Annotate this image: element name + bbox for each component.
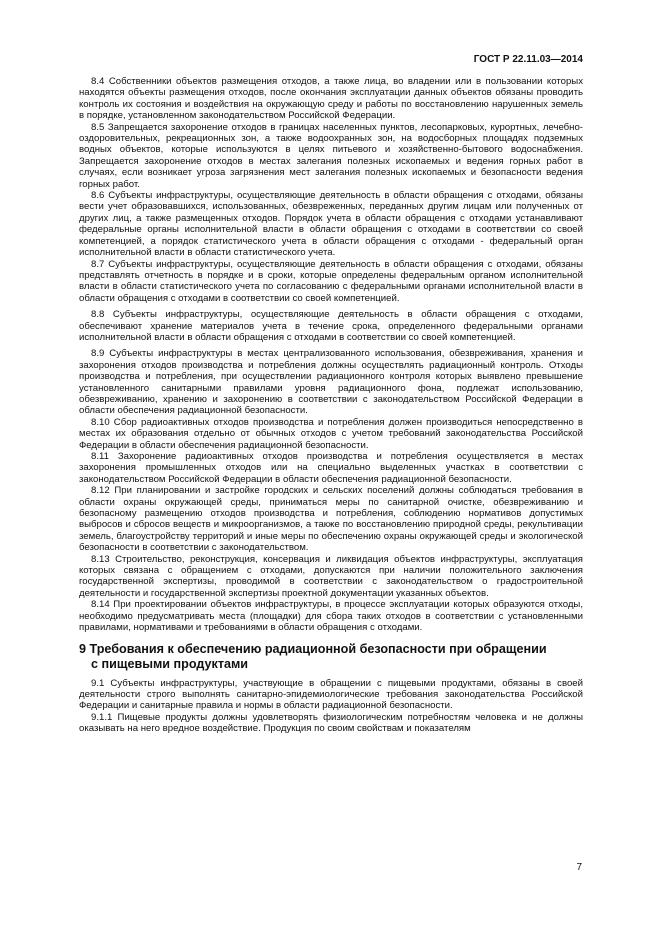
paragraph-group (79, 76, 583, 304)
paragraph: 8.12 При планировании и застройке городских и сельских поселений должны соблюдаться требования в области охраны окружающей среды, приниматься меры по санитарной очистке, обезвреживанию и безопасному размещению отходов производства и потребления, соблюдению нормативов допустимых выбросов и сбросов веществ и микроорганизмов, а также по восстановлению природной среды, рекультивации земель, благоустройству территорий и иные меры по обеспечению охраны окружающей среды и экологической безопасности в соответствии с законодательством. (79, 485, 583, 554)
paragraph: 8.4 Собственники объектов размещения отходов, а также лица, во владении или в пользовании которых находятся объекты размещения отходов, после окончания эксплуатации данных объектов обязаны проводить контроль их состояния и воздействия на окружающую среду и работы по восстановлению нарушенных земель в порядке, установленном законодательством Российской Федерации. (79, 76, 583, 122)
section-heading-line: с пищевыми продуктами (91, 656, 249, 671)
section-heading-line: 9 Требования к обеспечению радиационной безопасности при обращении (79, 641, 547, 656)
section-heading (79, 642, 583, 672)
paragraph-group (79, 678, 583, 735)
paragraph-group (79, 348, 583, 633)
paragraph: 8.11 Захоронение радиоактивных отходов производства и потребления осуществляется в местах захоронения промышленных отходов или на специально выделенных участках в соответствии с законодательством Российской Федерации в области обеспечения радиационной безопасности. (79, 451, 583, 485)
document-header: ГОСТ Р 22.11.03—2014 (473, 54, 583, 65)
paragraph: 9.1 Субъекты инфраструктуры, участвующие в обращении с пищевыми продуктами, обязаны в своей деятельности строго выполнять санитарно-эпидемиологические требования законодательства Российской Федерации и санитарные правила и нормы в области радиационной безопасности. (79, 677, 583, 712)
paragraph-group (79, 309, 583, 343)
paragraph: 8.5 Запрещается захоронение отходов в границах населенных пунктов, лесопарковых, курортных, лечебно-оздоровительных, рекреационных зон, а также водоохранных зон, на водосборных площадях подземных водных объектов, которые используются в целях питьевого и хозяйственно-бытового водоснабжения. Запрещается захоронение отходов в местах залегания полезных ископаемых и ведения горных работ в случаях, если возникает угроза загрязнения мест залегания полезных ископаемых и безопасности ведения горных работ. (79, 121, 583, 190)
page-number: 7 (576, 862, 582, 873)
paragraph: 8.6 Субъекты инфраструктуры, осуществляющие деятельность в области обращения с отходами, обязаны вести учет образовавшихся, использованных, обезвреженных, переданных другим лицам или полученных от других лиц, а также размещенных отходов. Порядок учета в области обращения с отходами устанавливают федеральные органы исполнительной власти в области обращения с отходами в соответствии со своей компетенцией, а порядок статистического учета в области обращения с отходами - федеральный орган исполнительной власти в области статистического учета. (79, 190, 583, 259)
document-body (79, 76, 583, 735)
paragraph: 9.1.1 Пищевые продукты должны удовлетворять физиологическим потребностям человека и не должны оказывать на него вредное воздействие. Продукция по своим свойствам и показателям (79, 711, 583, 735)
paragraph: 8.8 Субъекты инфраструктуры, осуществляющие деятельность в области обращения с отходами, обеспечивают хранение материалов учета в течение срока, определенного федеральными органами исполнительной власти в области обращения с отходами в соответствии со своей компетенцией. (79, 309, 583, 343)
paragraph: 8.9 Субъекты инфраструктуры в местах централизованного использования, обезвреживания, хранения и захоронения отходов производства и потребления должны осуществлять радиационный контроль. Отходы производства и потребления, при осуществлении радиационного контроля которых выявлено превышение установленного санитарными правилами уровня радиационного фона, подлежат использованию, обезвреживанию, хранению и захоронению в соответствии с законодательством Российской Федерации в области обеспечения радиационной безопасности. (79, 348, 583, 417)
paragraph: 8.7 Субъекты инфраструктуры, осуществляющие деятельность в области обращения с отходами, обязаны представлять отчетность в порядке и в сроки, которые определены федеральным органом исполнительной власти в области статистического учета по согласованию с федеральными органами исполнительной власти в области обращения с отходами в соответствии со своей компетенцией. (79, 258, 583, 304)
paragraph: 8.14 При проектировании объектов инфраструктуры, в процессе эксплуатации которых образуются отходы, необходимо предусматривать места (площадки) для сбора таких отходов в соответствии с установленными правилами, нормативами и требованиями в области обращения с отходами. (79, 599, 583, 634)
paragraph: 8.13 Строительство, реконструкция, консервация и ликвидация объектов инфраструктуры, эксплуатация которых связана с обращением с отходами, допускаются при наличии положительного заключения государственной экспертизы, проводимой в соответствии с законодательством о градостроительной деятельности и государственной экспертизы проектной документации указанных объектов. (79, 553, 583, 599)
paragraph: 8.10 Сбор радиоактивных отходов производства и потребления должен производиться непосредственно в местах их образования отдельно от обычных отходов с учетом требований законодательства Российской Федерации в области обеспечения радиационной безопасности. (79, 416, 583, 451)
